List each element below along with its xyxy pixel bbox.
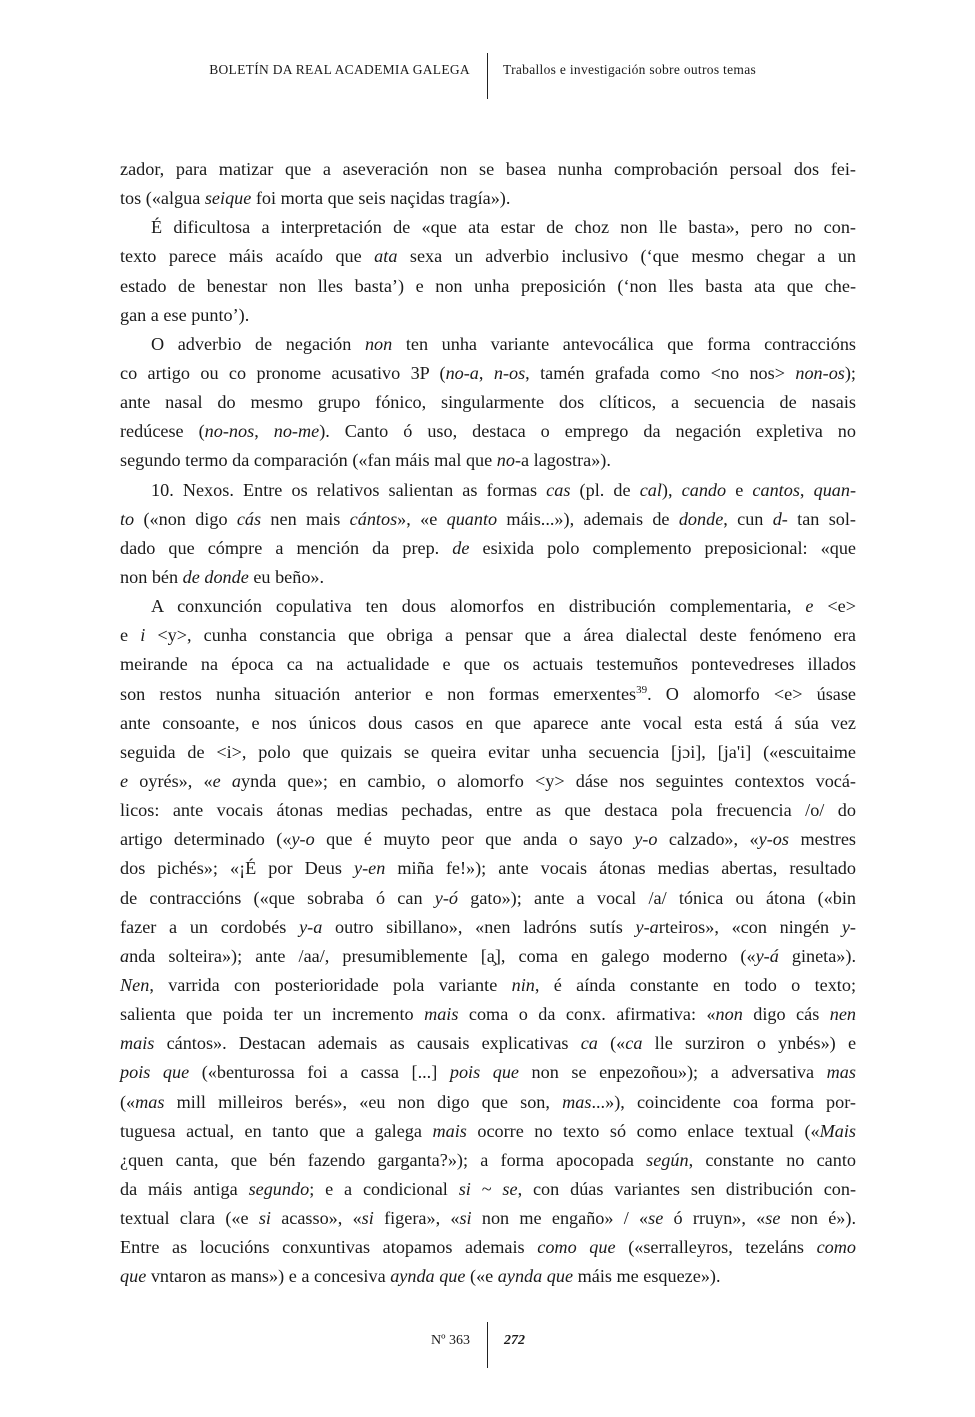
italic-run: d- — [772, 508, 788, 529]
italic-run: de donde — [182, 566, 249, 587]
text-run: ; e a condicional — [309, 1178, 459, 1199]
text-run: ¿quen canta, que bén fazendo garganta?»); a forma apocopada — [120, 1149, 647, 1170]
text-line — [120, 417, 856, 446]
text-run: de contraccións («que sobraba ó can — [120, 887, 435, 908]
italic-run: no-a — [445, 362, 479, 383]
italic-run: a — [120, 945, 130, 966]
text-run: son restos nunha situación anterior e non formas emerxentes — [120, 683, 637, 704]
italic-run: mais — [424, 1004, 459, 1025]
text-line — [120, 680, 856, 709]
text-run: (« — [597, 1033, 626, 1054]
text-run: eu beño». — [248, 566, 325, 587]
text-line — [120, 272, 856, 301]
italic-run: y-ó — [434, 887, 459, 908]
text-run: acasso», « — [270, 1208, 362, 1229]
italic-run: aynda que — [390, 1266, 466, 1287]
text-run: dado que cómpre a mención da prep. — [120, 537, 453, 558]
italic-run: si — [458, 1178, 471, 1199]
text-run: máis me esqueze»). — [573, 1266, 721, 1287]
text-line — [120, 359, 856, 388]
text-run: oyrés», « — [128, 770, 213, 791]
text-run: non se enpezoñou»); a adversativa — [518, 1062, 827, 1083]
italic-run: cas — [546, 479, 571, 500]
text-run: nen mais — [261, 508, 350, 529]
text-run: tos («algua — [120, 188, 205, 209]
text-run: foi morta que seis naçidas tragía»). — [251, 188, 511, 209]
issue-number: Nº 363 — [431, 1333, 470, 1348]
text-line — [120, 1117, 856, 1146]
italic-run: si — [361, 1208, 374, 1229]
text-run: ); — [844, 362, 856, 383]
text-run: mill milleiros berés», «eu non digo que son, — [164, 1091, 563, 1112]
text-run: lle surziron o ynbés») e — [642, 1033, 857, 1054]
italic-run: seique — [204, 188, 252, 209]
italic-run: como — [816, 1237, 856, 1258]
text-line — [120, 1146, 856, 1175]
text-run: ). Canto ó uso, destaca o emprego da negación expletiva no — [319, 421, 856, 442]
italic-run: si — [258, 1208, 271, 1229]
text-run: tuguesa actual, en tanto que a galega — [120, 1120, 433, 1141]
text-line — [120, 1204, 856, 1233]
text-run: meirande na época ca na actualidade e que os actuais testemuños pontevedreses illados — [120, 654, 856, 675]
italic-run: mas — [826, 1062, 856, 1083]
text-run: ...»), coincidente coa forma por- — [591, 1091, 856, 1112]
text-run: , varrida con posterioridade pola variante — [149, 974, 512, 995]
text-line — [120, 155, 856, 184]
text-line — [120, 563, 856, 592]
italic-run: pois que — [449, 1062, 519, 1083]
text-run: salienta que poida ter un incremento — [120, 1004, 425, 1025]
italic-run: que — [120, 1266, 147, 1287]
italic-run: como que — [537, 1237, 616, 1258]
italic-run: no-me — [273, 421, 320, 442]
text-line — [120, 738, 856, 767]
text-run: ~ — [470, 1178, 503, 1199]
italic-run: e a — [212, 770, 241, 791]
italic-run: se — [765, 1208, 781, 1229]
italic-run: y-a — [635, 916, 659, 937]
text-line — [120, 184, 856, 213]
article-body — [120, 155, 856, 1291]
text-run: gan a ese punto’). — [120, 304, 250, 325]
text-run: fazer a un cordobés — [120, 916, 300, 937]
text-run: , — [478, 362, 494, 383]
text-run: ), — [661, 479, 682, 500]
text-run: , cun — [723, 508, 773, 529]
text-run: e — [120, 625, 141, 646]
text-run: (« — [120, 1091, 136, 1112]
text-run: mestres — [788, 829, 857, 850]
text-run: e — [726, 479, 753, 500]
text-run: que é muyto peor que anda o sayo — [314, 829, 635, 850]
text-run: , con dúas variantes sen distribución con- — [517, 1178, 857, 1199]
text-run: licos: ante vocais átonas medias pechadas, entre as que destaca pola frecuencia /o/ do — [120, 800, 856, 821]
italic-run: aynda que — [497, 1266, 574, 1287]
text-run: ante nasal do mesmo grupo fónico, singularmente dos clíticos, a secuencia de nasais — [120, 392, 856, 413]
italic-run: y-a — [299, 916, 323, 937]
text-run: (pl. de — [570, 479, 640, 500]
text-line — [120, 330, 856, 359]
text-run: , tamén grafada como <no nos> — [525, 362, 796, 383]
text-line — [120, 767, 856, 796]
text-run: calzado», « — [657, 829, 759, 850]
italic-run: ca — [625, 1033, 643, 1054]
text-line — [120, 505, 856, 534]
italic-run: ca — [580, 1033, 598, 1054]
text-line — [120, 534, 856, 563]
italic-run: mas — [562, 1091, 592, 1112]
text-run: co artigo ou co pronome acusativo 3P ( — [120, 362, 446, 383]
text-line — [120, 592, 856, 621]
text-line — [120, 854, 856, 883]
text-line — [120, 1233, 856, 1262]
text-run: miña fe!»); ante vocais átonas medias abertas, resultado — [385, 858, 856, 879]
text-run: redúcese ( — [120, 421, 205, 442]
text-run: cántos». Destacan ademais as causais explicativas — [154, 1033, 581, 1054]
footer-divider — [487, 1322, 488, 1368]
text-run: ó rruyn», « — [663, 1208, 766, 1229]
text-run: non bén — [120, 566, 183, 587]
text-run: , constante no canto — [688, 1149, 856, 1170]
italic-run: y-o — [291, 829, 315, 850]
text-line — [120, 1000, 856, 1029]
italic-run: nen — [829, 1004, 856, 1025]
text-run: digo cás — [742, 1004, 830, 1025]
italic-run: no-nos — [204, 421, 255, 442]
text-run: . O alomorfo <e> úsase — [647, 683, 856, 704]
text-run: ocorre no texto só como enlace textual (« — [466, 1120, 820, 1141]
text-line — [120, 650, 856, 679]
text-line — [120, 1262, 856, 1291]
italic-run: i — [140, 625, 146, 646]
italic-run: mais — [432, 1120, 467, 1141]
italic-run: e — [805, 596, 814, 617]
text-run: <e> — [813, 596, 856, 617]
italic-run: pois que — [120, 1062, 190, 1083]
text-run: », «e — [397, 508, 447, 529]
text-run: non me engaño» / « — [471, 1208, 649, 1229]
text-run: esixida polo complemento preposicional: «que — [469, 537, 856, 558]
text-run: zador, para matizar que a aseveración non se basea nunha comprobación persoal dos fei- — [120, 159, 856, 179]
italic-run: según — [646, 1149, 689, 1170]
italic-run: ata — [374, 246, 398, 267]
text-run: gineta»). — [778, 945, 857, 966]
text-run: non é»). — [780, 1208, 856, 1229]
text-run: , — [254, 421, 274, 442]
text-run: artigo determinado (« — [120, 829, 292, 850]
text-run: gato»); ante a vocal /a/ tónica ou átona («bin — [458, 887, 856, 908]
text-run: da máis antiga — [120, 1178, 249, 1199]
text-run: seguida de <i>, polo que quizais se queira evitar unha secuencia [jɔi], [ja'i] («escuitaime — [120, 741, 856, 762]
text-line — [120, 1029, 856, 1058]
text-line — [120, 913, 856, 942]
italic-run: cántos — [349, 508, 398, 529]
text-line — [120, 1088, 856, 1117]
italic-run: mas — [135, 1091, 165, 1112]
text-line — [120, 242, 856, 271]
text-run: ynda que»; en cambio, o alomorfo <y> dáse nos seguintes contextos vocá- — [241, 770, 856, 791]
italic-run: mais — [120, 1033, 155, 1054]
italic-run: se — [502, 1178, 518, 1199]
text-line — [120, 476, 856, 505]
italic-run: to — [120, 508, 135, 529]
italic-run: cando — [681, 479, 727, 500]
text-line — [120, 709, 856, 738]
text-run: rteiros», «con ningén — [658, 916, 842, 937]
italic-run: non — [715, 1004, 743, 1025]
italic-run: y-o — [634, 829, 658, 850]
italic-run: cal — [639, 479, 662, 500]
italic-run: Nen — [120, 974, 150, 995]
text-run: vntaron as mans») e a concesiva — [146, 1266, 391, 1287]
text-run: dos pichés»; «¡É por Deus — [120, 858, 355, 879]
italic-run: y- — [841, 916, 856, 937]
italic-run: y-os — [758, 829, 789, 850]
text-run: segundo termo da comparación («fan máis mal que — [120, 450, 497, 471]
italic-run: non — [364, 333, 393, 354]
italic-run: nin — [511, 974, 535, 995]
text-run: Entre as locucións conxuntivas atopamos ademais — [120, 1237, 538, 1258]
italic-run: no- — [496, 450, 522, 471]
text-run: coma o da conx. afirmativa: « — [458, 1004, 716, 1025]
text-run: , — [799, 479, 814, 500]
text-line — [120, 796, 856, 825]
italic-run: si — [459, 1208, 472, 1229]
text-run: ten unha variante antevocálica que forma contraccións — [392, 333, 856, 354]
text-run: O adverbio de negación — [151, 333, 365, 354]
page-number: 272 — [504, 1333, 525, 1348]
text-run: máis...»), ademais de — [497, 508, 679, 529]
text-run: («benturossa foi a cassa [...] — [189, 1062, 450, 1083]
text-run: 10. Nexos. Entre os relativos salientan as formas — [151, 479, 547, 500]
header-divider — [487, 53, 488, 99]
italic-run: donde — [678, 508, 724, 529]
text-line — [120, 825, 856, 854]
text-run: («non digo — [134, 508, 237, 529]
text-run: («e — [465, 1266, 498, 1287]
text-run: , é aínda constante en todo o texto; — [534, 974, 856, 995]
text-line — [120, 213, 856, 242]
italic-run: y-en — [354, 858, 386, 879]
italic-run: e — [120, 770, 129, 791]
text-run: É dificultosa a interpretación de «que ata estar de choz non lle basta», pero no con- — [151, 217, 856, 238]
text-run: texto parece máis acaído que — [120, 246, 375, 267]
text-run: nda solteira»); ante /aa/, presumiblemente [a̧], coma en galego moderno (« — [129, 945, 756, 966]
text-run: estado de benestar non lles basta’) e non unha preposición (‘non lles basta ata que che- — [120, 275, 856, 296]
text-run: a lagostra»). — [521, 450, 611, 471]
italic-run: Mais — [819, 1120, 856, 1141]
text-run: tan sol- — [787, 508, 856, 529]
italic-run: n-os — [493, 362, 526, 383]
footnote-ref: 39 — [636, 683, 648, 696]
italic-run: cás — [236, 508, 262, 529]
text-run: outro sibillano», «nen ladróns sutís — [322, 916, 636, 937]
text-line — [120, 971, 856, 1000]
text-line — [120, 446, 856, 475]
text-run: figera», « — [373, 1208, 460, 1229]
text-run: <y>, cunha constancia que obriga a pensar que a área dialectal deste fenómeno era — [145, 625, 856, 646]
italic-run: cantos — [752, 479, 800, 500]
text-line — [120, 1175, 856, 1204]
text-line — [120, 621, 856, 650]
italic-run: non-os — [795, 362, 845, 383]
text-run: A conxunción copulativa ten dous alomorfos en distribución complementaria, — [151, 596, 806, 617]
text-line — [120, 884, 856, 913]
text-line — [120, 388, 856, 417]
section-title: Traballos e investigación sobre outros temas — [503, 62, 757, 77]
text-run: textual clara («e — [120, 1208, 259, 1229]
text-line — [120, 301, 856, 330]
italic-run: y-á — [755, 945, 779, 966]
italic-run: segundo — [248, 1178, 310, 1199]
text-line — [120, 942, 856, 971]
italic-run: quan- — [813, 479, 857, 500]
text-run: ante consoante, e nos únicos dous casos en que aparece ante vocal esta está á súa vez — [120, 712, 856, 733]
italic-run: se — [648, 1208, 664, 1229]
italic-run: quanto — [446, 508, 498, 529]
text-line — [120, 1058, 856, 1087]
text-run: sexa un adverbio inclusivo (‘que mesmo chegar a un — [397, 246, 857, 267]
text-run: («serralleyros, tezeláns — [615, 1237, 817, 1258]
journal-title: BOLETÍN DA REAL ACADEMIA GALEGA — [209, 62, 470, 77]
italic-run: de — [452, 537, 470, 558]
